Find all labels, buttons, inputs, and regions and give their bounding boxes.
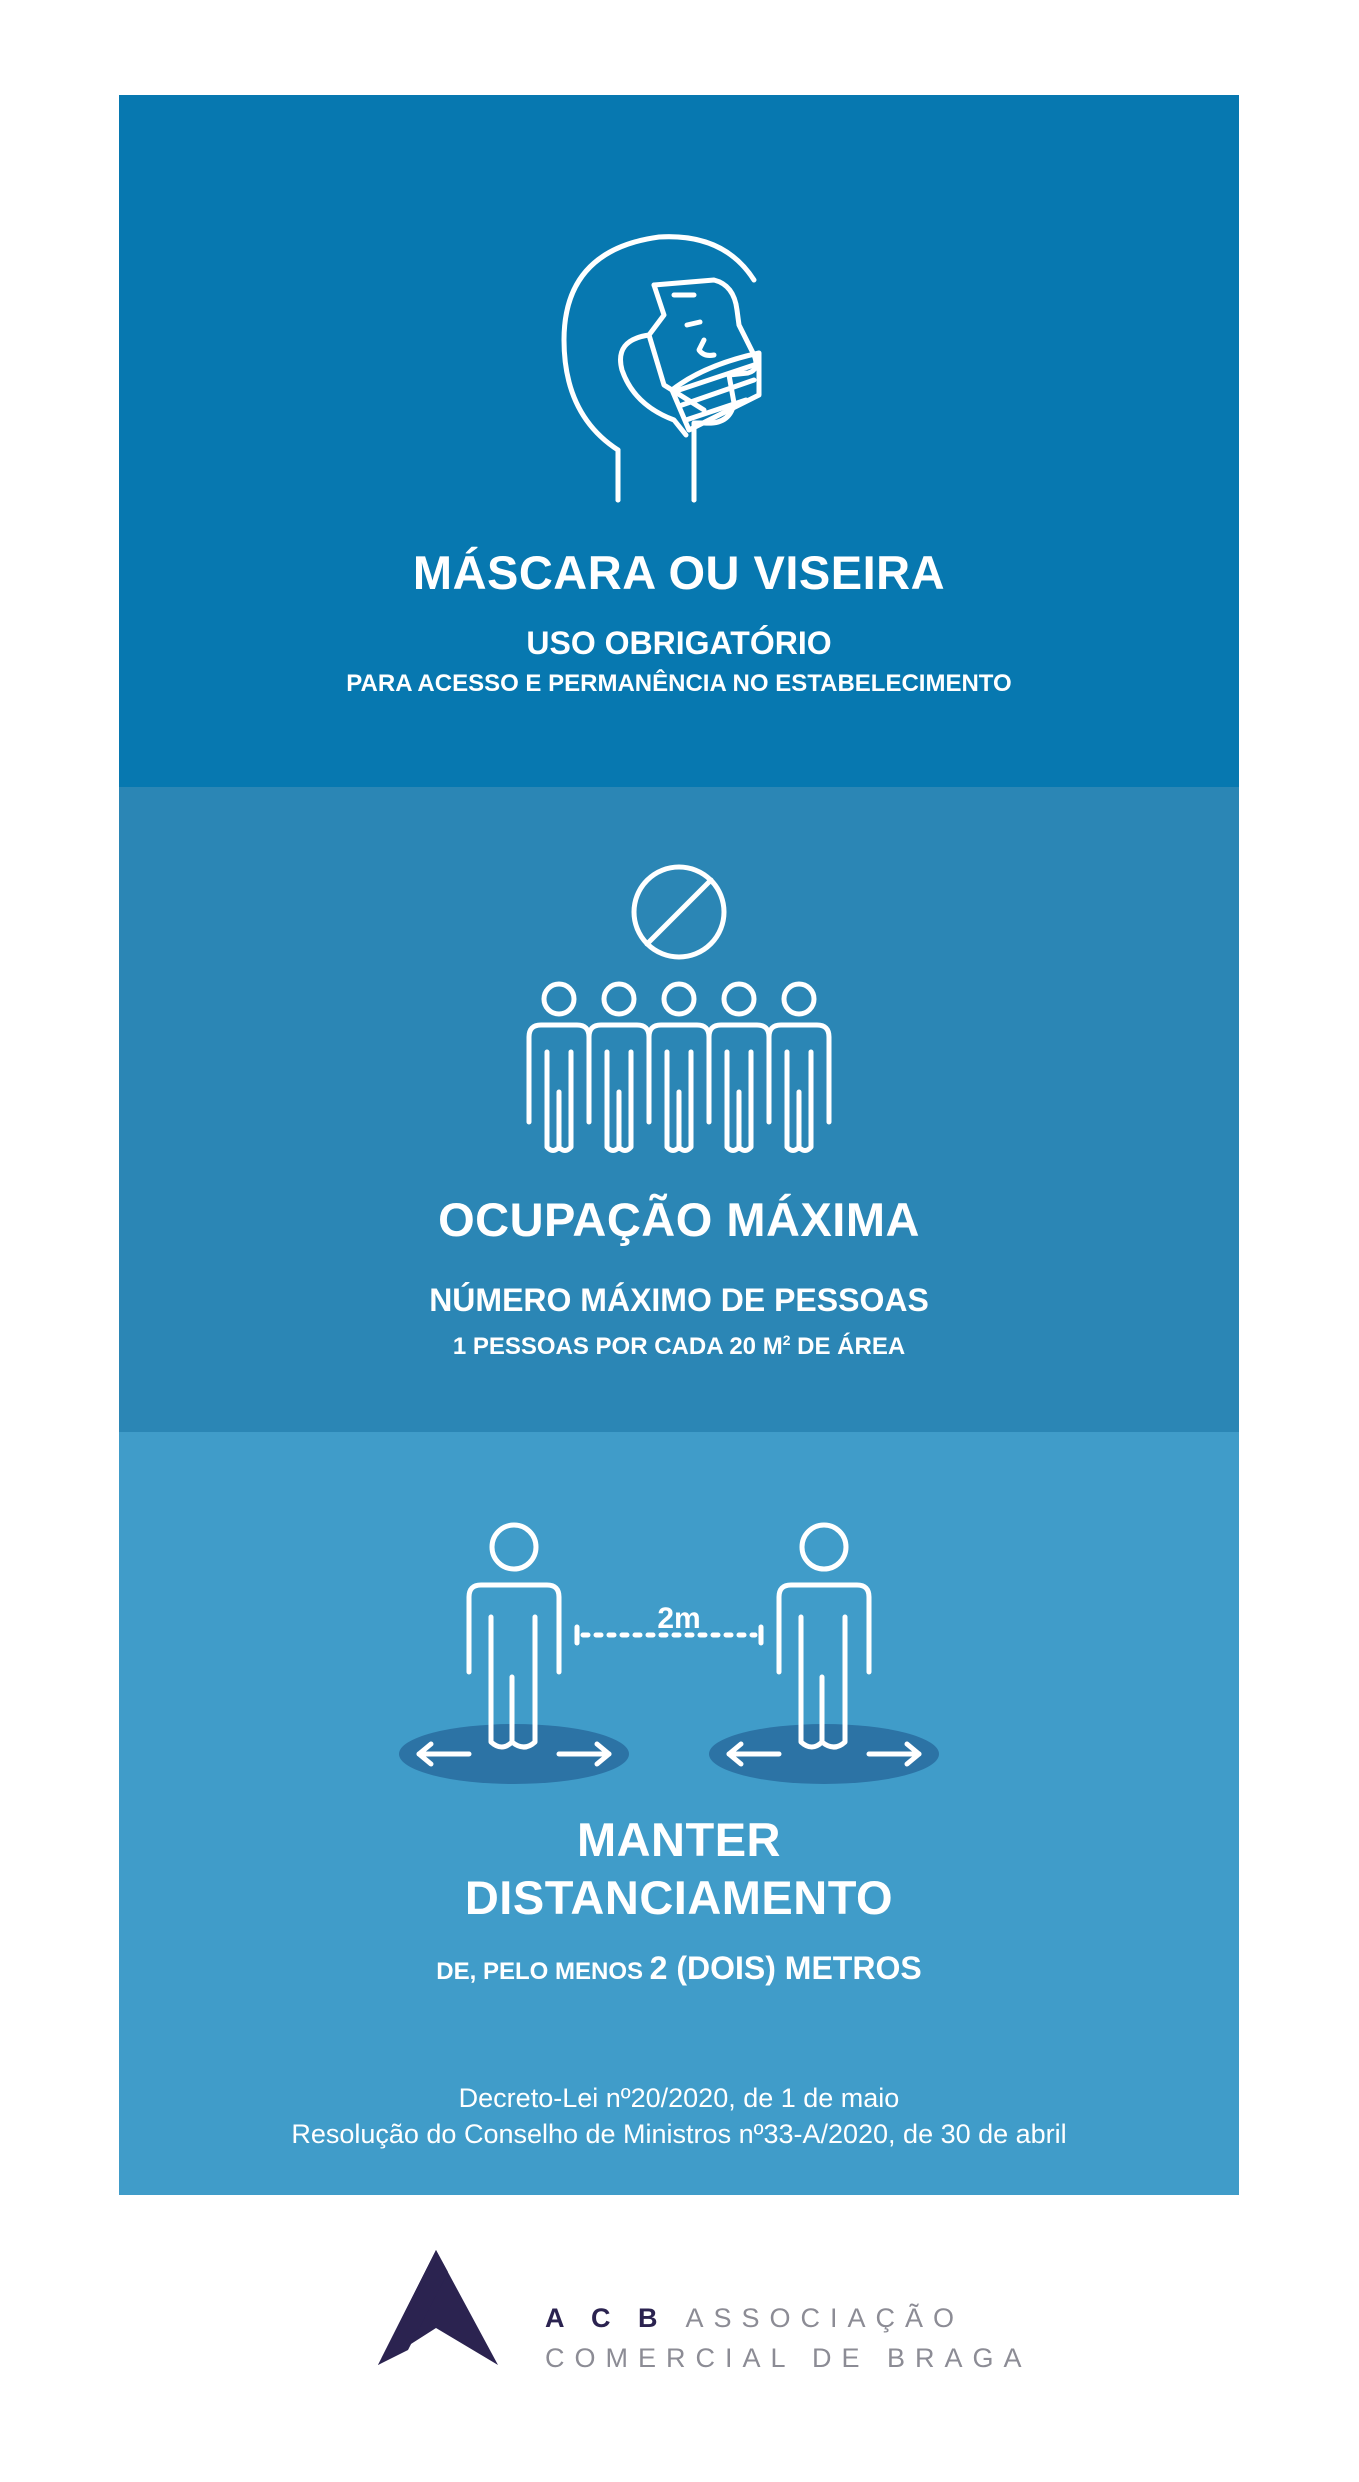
distance-section [119,1432,1239,2195]
poster [119,95,1239,2195]
mask-title: MÁSCARA OU VISEIRA [412,546,946,599]
mask-detail: PARA ACESSO E PERMANÊNCIA NO ESTABELECIMENTO [346,670,1012,697]
brand-line-2: COMERCIAL DE BRAGA [545,2343,1032,2373]
face-mask-icon [554,225,794,505]
crowd-prohibited-icon [519,862,839,1162]
distance-label: 2m [657,1602,701,1635]
occupancy-section [119,787,1239,1432]
acb-logo-mark [378,2250,498,2375]
legal-line-2: Resolução do Conselho de Ministros nº33-A/2020, de 30 de abril [291,2119,1067,2149]
distance-title-line1: MANTER [576,1813,782,1866]
mask-section [119,95,1239,787]
legal-line-1: Decreto-Lei nº20/2020, de 1 de maio [458,2083,900,2113]
brand-name [545,2298,1032,2378]
brand-line-1: A C B ASSOCIAÇÃO [545,2303,965,2333]
distance-title-line2: DISTANCIAMENTO [464,1871,894,1924]
distance-detail: DE, PELO MENOS 2 (DOIS) METROS [436,1950,922,1986]
occupancy-detail: 1 PESSOAS POR CADA 20 $M^2$ DE ÁREA [452,1332,906,1360]
legal-references [119,2080,1239,2152]
brand-abbr: A C B [545,2303,668,2333]
social-distance-icon [399,1517,959,1797]
distance-detail-emphasis: 2 (DOIS) METROS [649,1950,922,1986]
superscript: 2 [782,1332,791,1348]
occupancy-subtitle: NÚMERO MÁXIMO DE PESSOAS [429,1282,929,1318]
occupancy-title: OCUPAÇÃO MÁXIMA [438,1193,920,1246]
mask-subtitle: USO OBRIGATÓRIO [526,625,832,661]
